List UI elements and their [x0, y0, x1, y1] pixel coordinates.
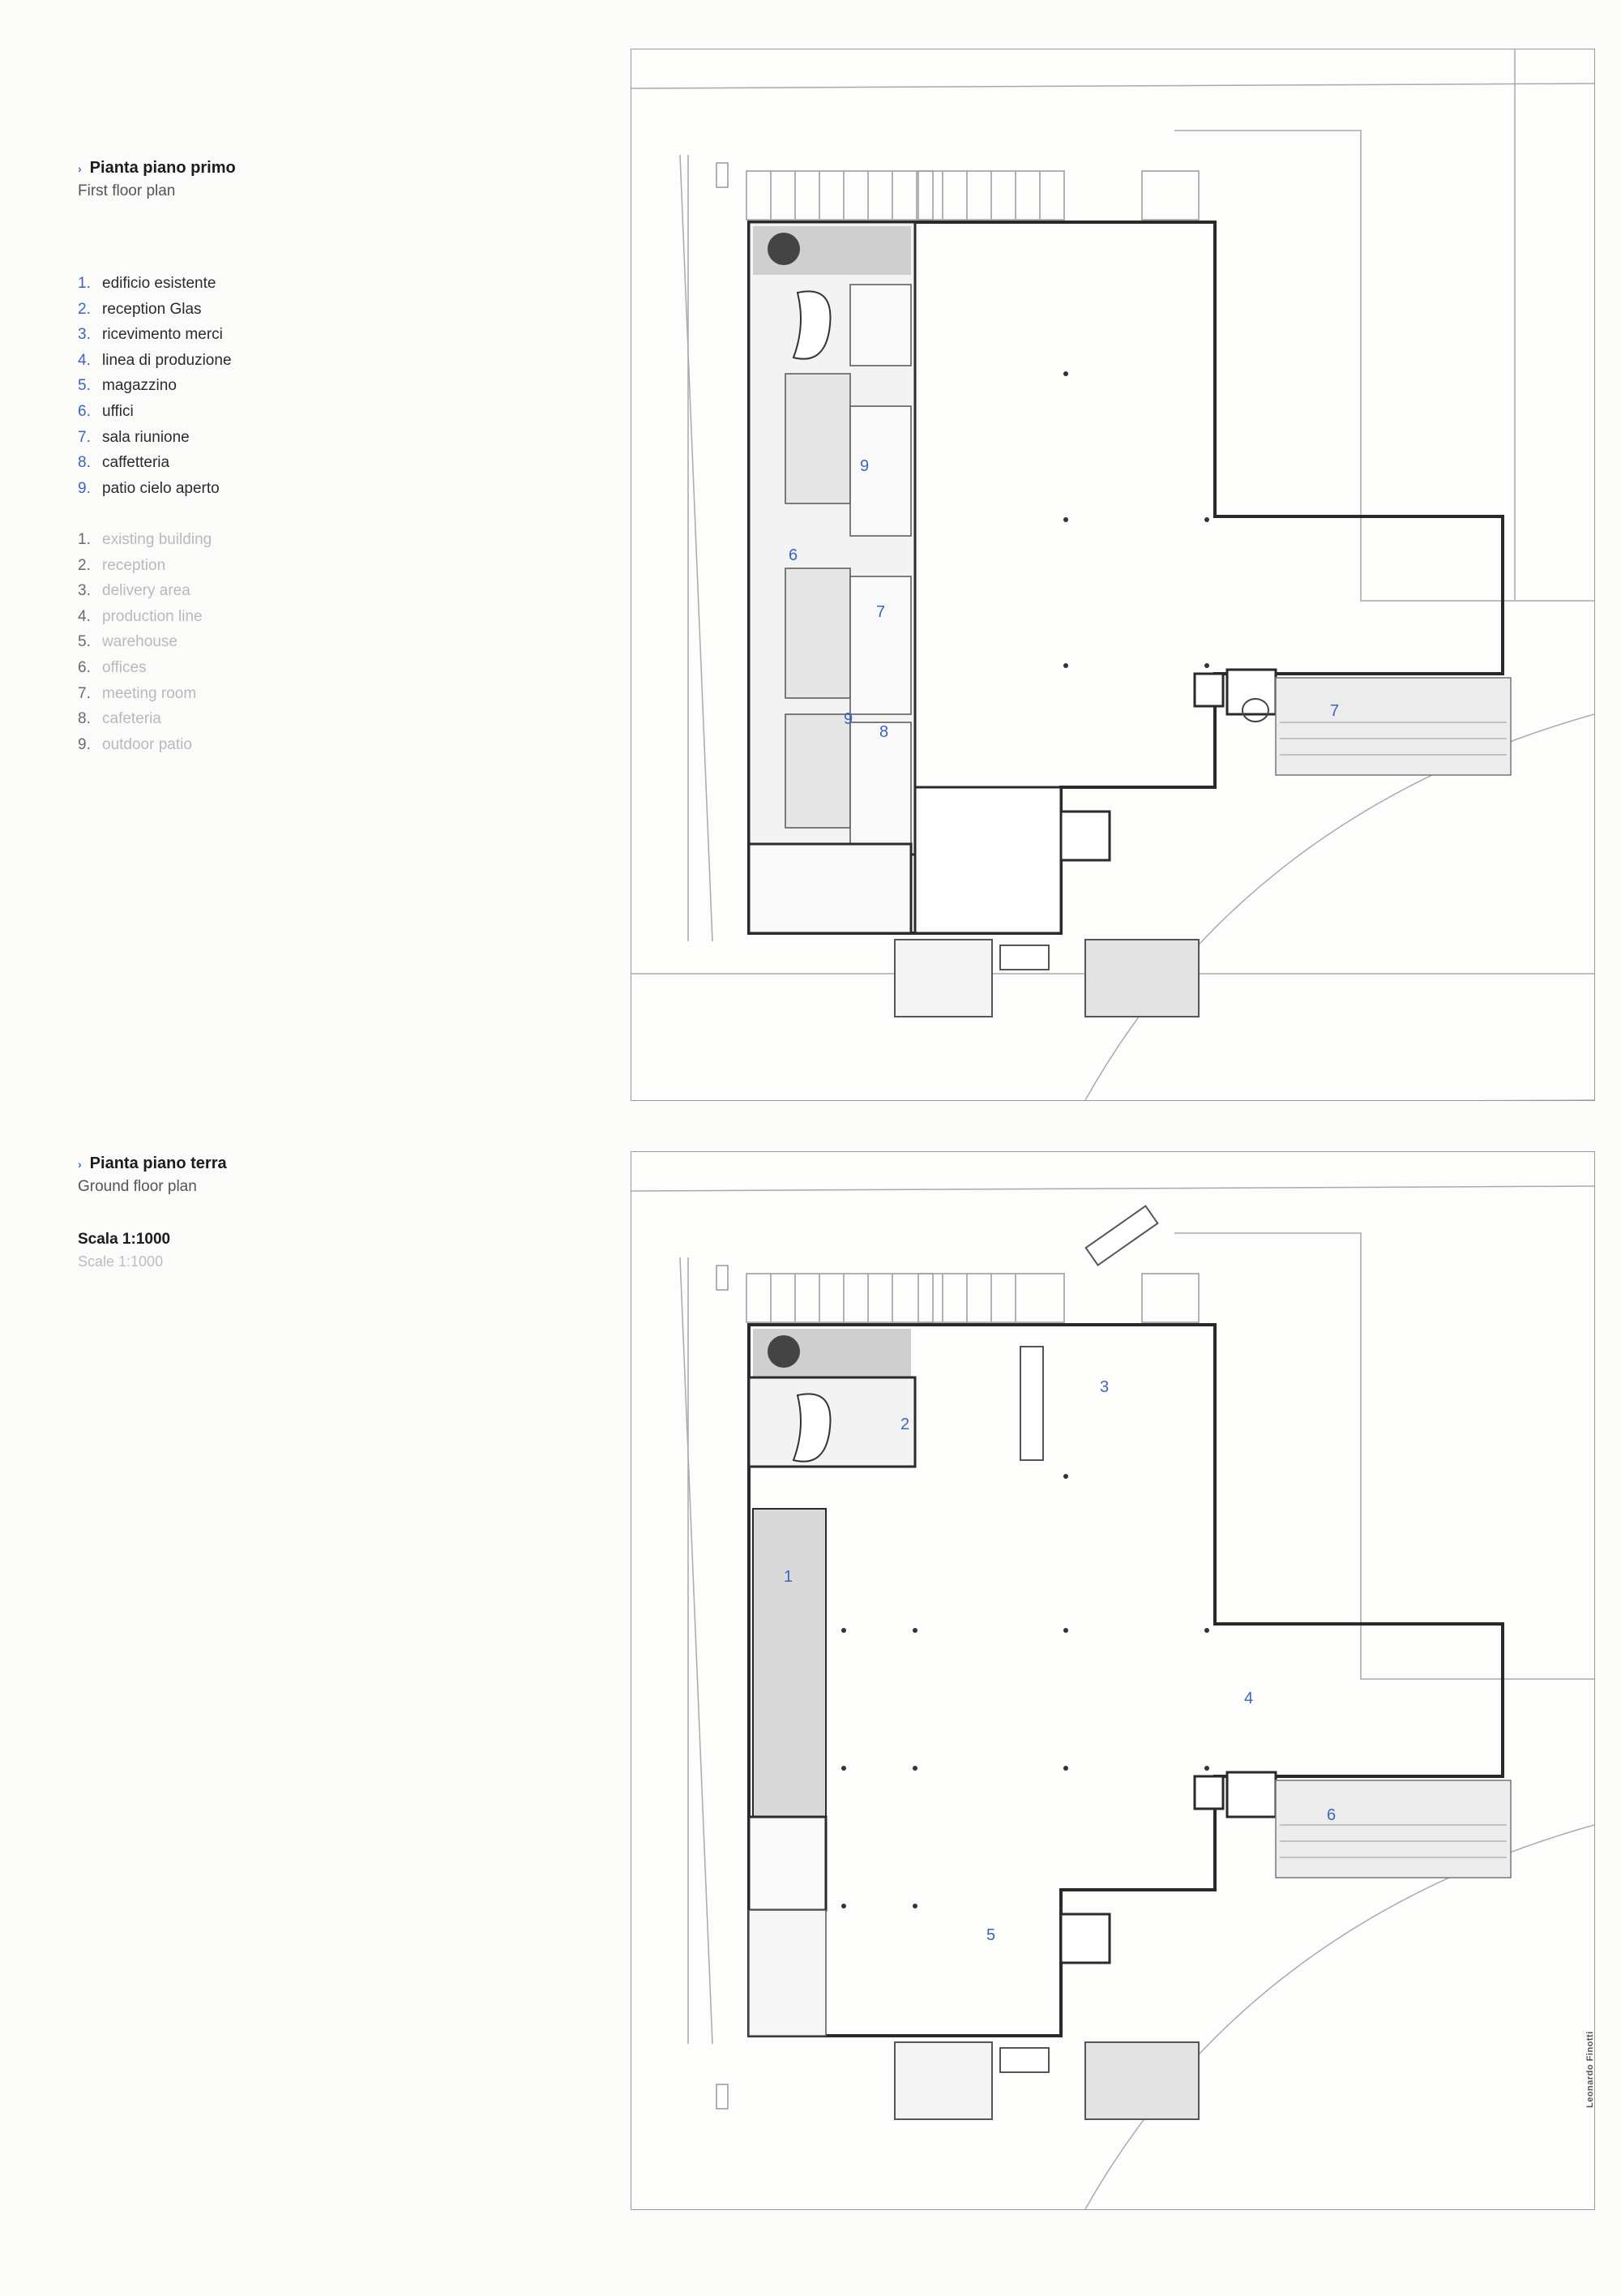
plan-label: 6	[1327, 1806, 1337, 1824]
plan-label: 8	[879, 723, 889, 741]
ground-floor-plan	[631, 1151, 1595, 2210]
lower-block	[749, 844, 911, 933]
plan-label: 9	[844, 710, 853, 728]
parking-stalls	[716, 1266, 1199, 1322]
ground-floor-caption	[78, 1154, 227, 1196]
legend-number: 4.	[78, 351, 91, 369]
legend-label: magazzino	[102, 377, 177, 395]
south-dock	[895, 2042, 1199, 2119]
legend-item	[78, 604, 212, 630]
legend-item	[78, 553, 212, 579]
scale-note	[78, 1231, 170, 1270]
legend-label: existing building	[102, 531, 212, 548]
legend-label: warehouse	[102, 633, 177, 651]
existing-building	[753, 1509, 826, 1857]
first-floor-plan	[631, 49, 1595, 1101]
legend-number: 9.	[78, 479, 91, 497]
legend-label: reception	[102, 556, 166, 574]
legend-label: linea di produzione	[102, 351, 232, 369]
legend-item	[78, 297, 232, 323]
legend-label: meeting room	[102, 684, 197, 702]
legend-item	[78, 348, 232, 374]
legend-number: 5.	[78, 633, 91, 651]
caption-bullet-icon: ›	[78, 162, 82, 175]
legend-item	[78, 681, 212, 707]
plan-label: 2	[900, 1416, 910, 1433]
legend-label: caffetteria	[102, 454, 170, 472]
legend-item	[78, 322, 232, 348]
legend-item	[78, 373, 232, 399]
plan-label: 3	[1100, 1378, 1110, 1396]
legend-number: 3.	[78, 326, 91, 344]
plan-label: 7	[876, 603, 886, 621]
first-floor-title-en: First floor plan	[78, 182, 176, 199]
meeting-room-wing	[1276, 678, 1511, 775]
legend-item	[78, 527, 212, 553]
car-icon	[716, 2084, 728, 2109]
legend-number: 9.	[78, 735, 91, 753]
legend-number: 8.	[78, 710, 91, 728]
legend-number: 1.	[78, 531, 91, 548]
stair-cores	[1061, 1772, 1276, 1963]
legend-number: 6.	[78, 402, 91, 420]
columns	[841, 1474, 1209, 1908]
first-floor-caption	[78, 159, 236, 200]
service-block	[915, 787, 1061, 933]
legend-number: 5.	[78, 377, 91, 395]
legend-item	[78, 425, 232, 451]
truck-icon	[1086, 1206, 1158, 1266]
legend-label: production line	[102, 607, 203, 625]
legend-number: 1.	[78, 275, 91, 292]
delivery-bay	[1020, 1347, 1043, 1460]
south-dock	[895, 940, 1199, 1017]
plan-label: 7	[1330, 702, 1340, 720]
stair-cores	[1061, 670, 1276, 860]
legend-item	[78, 450, 232, 476]
scale-label: Scala 1:1000	[78, 1231, 171, 1248]
plan-label: 5	[986, 1926, 996, 1944]
scale-label-en: Scale 1:1000	[78, 1253, 164, 1270]
legend-number: 6.	[78, 658, 91, 676]
legend-label: reception Glas	[102, 300, 202, 318]
legend-label: offices	[102, 658, 147, 676]
tree-icon	[768, 233, 800, 265]
east-wing	[1276, 1780, 1511, 1878]
first-floor-title: › Pianta piano primo	[78, 159, 236, 177]
plan-label: 4	[1244, 1690, 1254, 1707]
reception-block	[749, 1377, 915, 1467]
legend-item	[78, 476, 232, 502]
legend-label: uffici	[102, 402, 134, 420]
plan-label: 6	[789, 546, 798, 564]
legend-item	[78, 655, 212, 681]
legend-item	[78, 399, 232, 425]
legend-item	[78, 706, 212, 732]
legend-number: 2.	[78, 300, 91, 318]
plan-label: 9	[860, 457, 870, 475]
legend-item	[78, 578, 212, 604]
legend-italian	[78, 271, 232, 501]
legend-label: edificio esistente	[102, 275, 216, 292]
legend-item	[78, 629, 212, 655]
legend-number: 8.	[78, 454, 91, 472]
photo-credit: Leonardo Finotti	[1585, 2031, 1595, 2108]
ground-floor-title-en: Ground floor plan	[78, 1178, 197, 1195]
legend-english	[78, 527, 212, 757]
legend-label: cafeteria	[102, 710, 161, 728]
legend-number: 7.	[78, 428, 91, 446]
caption-bullet-icon: ›	[78, 1158, 82, 1171]
legend-number: 3.	[78, 582, 91, 600]
legend-label: outdoor patio	[102, 735, 192, 753]
wc-block	[749, 1910, 826, 2036]
parking-stalls	[716, 163, 1199, 220]
lower-block	[749, 1817, 826, 1910]
legend-item	[78, 271, 232, 297]
columns	[1063, 371, 1209, 668]
plan-label: 1	[784, 1568, 793, 1586]
legend-number: 7.	[78, 684, 91, 702]
first-floor-plan-drawing	[631, 49, 1594, 1100]
legend-number: 4.	[78, 607, 91, 625]
legend-label: sala riunione	[102, 428, 190, 446]
ground-floor-plan-drawing	[631, 1152, 1594, 2209]
tree-icon	[768, 1335, 800, 1368]
legend-label: delivery area	[102, 582, 190, 600]
legend-number: 2.	[78, 556, 91, 574]
legend-label: patio cielo aperto	[102, 479, 220, 497]
ground-floor-title: › Pianta piano terra	[78, 1154, 227, 1172]
legend-item	[78, 732, 212, 758]
legend-label: ricevimento merci	[102, 326, 223, 344]
